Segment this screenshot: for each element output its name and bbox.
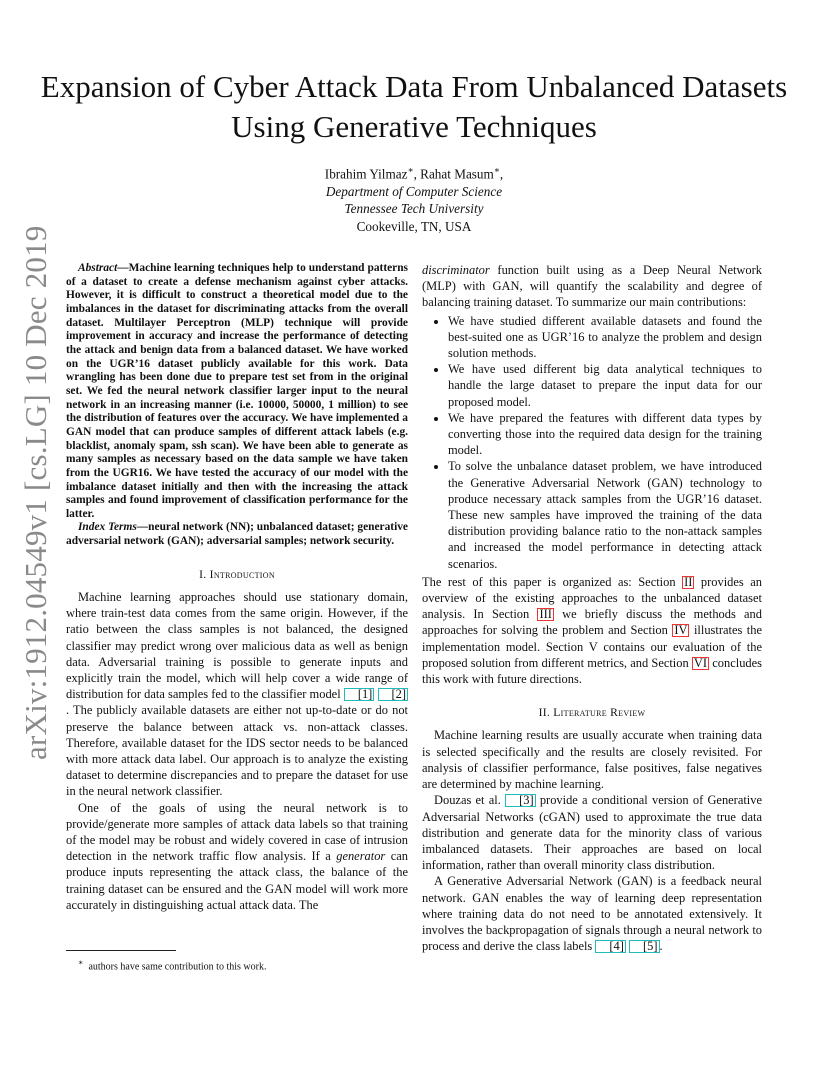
list-item: • We have used different big data analytical techniques to handle the large dataset to prepare the input data for our proposed model. (448, 361, 762, 410)
intro-paragraph-3: The rest of this paper is organized as: Section II provides an overview of the existing approaches to the unbalanced dataset analysis. In Section III we briefly discuss the methods and approaches for solving the problem and Section IV illustrates the implementation model. Section V contains our evaluation of the proposed solution from different metrics, and Section VI concludes this work with future directions. (422, 574, 762, 687)
literature-paragraph-2: Douzas et al. [3] provide a conditional version of Generative Adversarial Networks (cGAN) used to approximate the true data distribution and generate data for the minority class of various imbalanced datasets. Their approaches are based on local information, rather than overall minority class distribution. (422, 793, 762, 873)
abstract-text: —Machine learning techniques help to understand patterns of a dataset to create a defense mechanism against cyber attacks. However, it is difficult to construct a theoretical model due to the imbalances in the dataset for discriminating attacks from the overall dataset. Multilayer Perceptron (MLP) technique will provide improvement in accuracy and increase the performance of detecting the attack and benign data from a balanced dataset. We have worked on the UGR’16 dataset publicly available for this work. Data wrangling has been done due to prepare test set from in the original set. We fed the neural network classifier larger input to the neural network in an increasing manner (i.e. 10000, 50000, 1 million) to see the distribution of features over the accuracy. We have implemented a GAN model that can produce samples of different attack labels (e.g. blacklist, anomaly spam, ssh scan). We have been able to generate as many samples as necessary based on the data sample we have taken from the UGR16. We have tested the accuracy of our model with the imbalance dataset initially and then with the increasing the attack samples and found improvement of classification performance for the latter. (66, 262, 408, 520)
index-terms-lead: Index Terms (78, 521, 137, 534)
footnote (78, 958, 266, 972)
section-link-vi[interactable]: VI (693, 655, 708, 670)
citation-2[interactable]: [2] (378, 688, 409, 701)
right-column (422, 262, 762, 954)
paper-title: Expansion of Cyber Attack Data From Unbalanced Datasets Using Generative Techniques (40, 69, 788, 144)
author-block (164, 162, 664, 235)
section-link-iv[interactable]: IV (674, 623, 688, 638)
intro-paragraph-1: Machine learning approaches should use stationary domain, where train-test data comes from the same origin. However, if the ratio between the class samples is not balanced, the designed classifier may predict wrong over malicious data as well as benign data. Adversarial training is possible to generate inputs and explicitly train the model, which will help cover a wide range of distribution for data samples fed to the classifier model [1] [2]. The publicly available datasets are either not up-to-date or do not preserve the balance between attack vs. non-attack classes. Therefore, available dataset for the IDS sector needs to be balanced with more attack data label. Our approach is to analyze the existing dataset to determine discrepancies and to prepare the dataset for use in the neural network classifier. (66, 589, 408, 799)
author-2: Rahat Masum (420, 166, 494, 182)
literature-paragraph-1: Machine learning results are usually accurate when training data is selected specifically and the results are closely revisited. For analysis of classifier performance, false positives, false negatives are determined by machine learning. (422, 728, 762, 792)
section-heading-literature-review: II. Literature Review (538, 706, 646, 720)
contributions-list (422, 313, 762, 572)
author-university: Tennessee Tech University (344, 201, 484, 217)
author-location: Cookeville, TN, USA (356, 218, 472, 234)
citation-5[interactable]: [5] (629, 940, 660, 953)
author-2-star: ∗ (493, 165, 500, 175)
abstract-lead: Abstract (78, 262, 118, 274)
section-link-iii[interactable]: III (539, 607, 552, 622)
abstract (66, 262, 408, 521)
author-department: Department of Computer Science (325, 183, 503, 199)
author-names: Ibrahim Yilmaz∗, Rahat Masum∗, (324, 165, 504, 182)
list-item: • To solve the unbalance dataset problem, we have introduced the Generative Adversarial Network (GAN) technology to produce necessary attack samples from the UGR’16 dataset. These new samples have improved the training of the data distribution providing balance ratio to the non-attack samples and increased the model performance in detecting attack scenarios. (448, 458, 762, 571)
author-1: Ibrahim Yilmaz (324, 166, 408, 182)
index-terms-text: —neural network (NN); unbalanced dataset; generative adversarial network (GAN); adversarial samples; network security. (66, 521, 408, 548)
intro-paragraph-2: One of the goals of using the neural network is to provide/generate more samples of attack data labels so that training of the model may be robust and widely covered in case of intrusion detection in the network traffic flow analysis. If a generator can produce inputs representing the attack class, the balance of the training dataset can be ensured and the GAN model will work more accurately in distinguishing actual attack data. The (66, 800, 408, 912)
list-item: • We have studied different available datasets and found the best-suited one as UGR’16 to analyze the problem and design solution methods. (448, 313, 762, 362)
author-1-star: ∗ (407, 165, 414, 175)
arxiv-identifier: arXiv:1912.04549v1 [cs.LG] 10 Dec 2019 (18, 225, 53, 760)
section-link-ii[interactable]: II (684, 574, 693, 589)
footnote-mark: ∗ (78, 958, 84, 967)
section-heading-introduction: I. Introduction (199, 567, 275, 581)
citation-1[interactable]: [1] (344, 688, 375, 701)
literature-paragraph-3: A Generative Adversarial Network (GAN) is a feedback neural network. GAN enables the way of learning deep representation where training data do not need to be annotated extensively. It involves the backpropagation of signals through a neural network to process and derive the class labels [4] [5] . (422, 874, 762, 954)
footnote-text: authors have same contribution to this work. (88, 961, 267, 973)
footnote-rule (66, 950, 176, 951)
citation-3[interactable]: [3] (505, 794, 536, 807)
index-terms (66, 521, 408, 548)
left-column (66, 262, 408, 913)
citation-4[interactable]: [4] (595, 940, 626, 953)
list-item: • We have prepared the features with different data types by converting those into the required data design for the training model. (448, 410, 762, 459)
intro-paragraph-2-continued: discriminator function built using as a Deep Neural Network (MLP) with GAN, will quantify the scalability and degree of balancing training dataset. To summarize our main contributions: (422, 263, 762, 310)
